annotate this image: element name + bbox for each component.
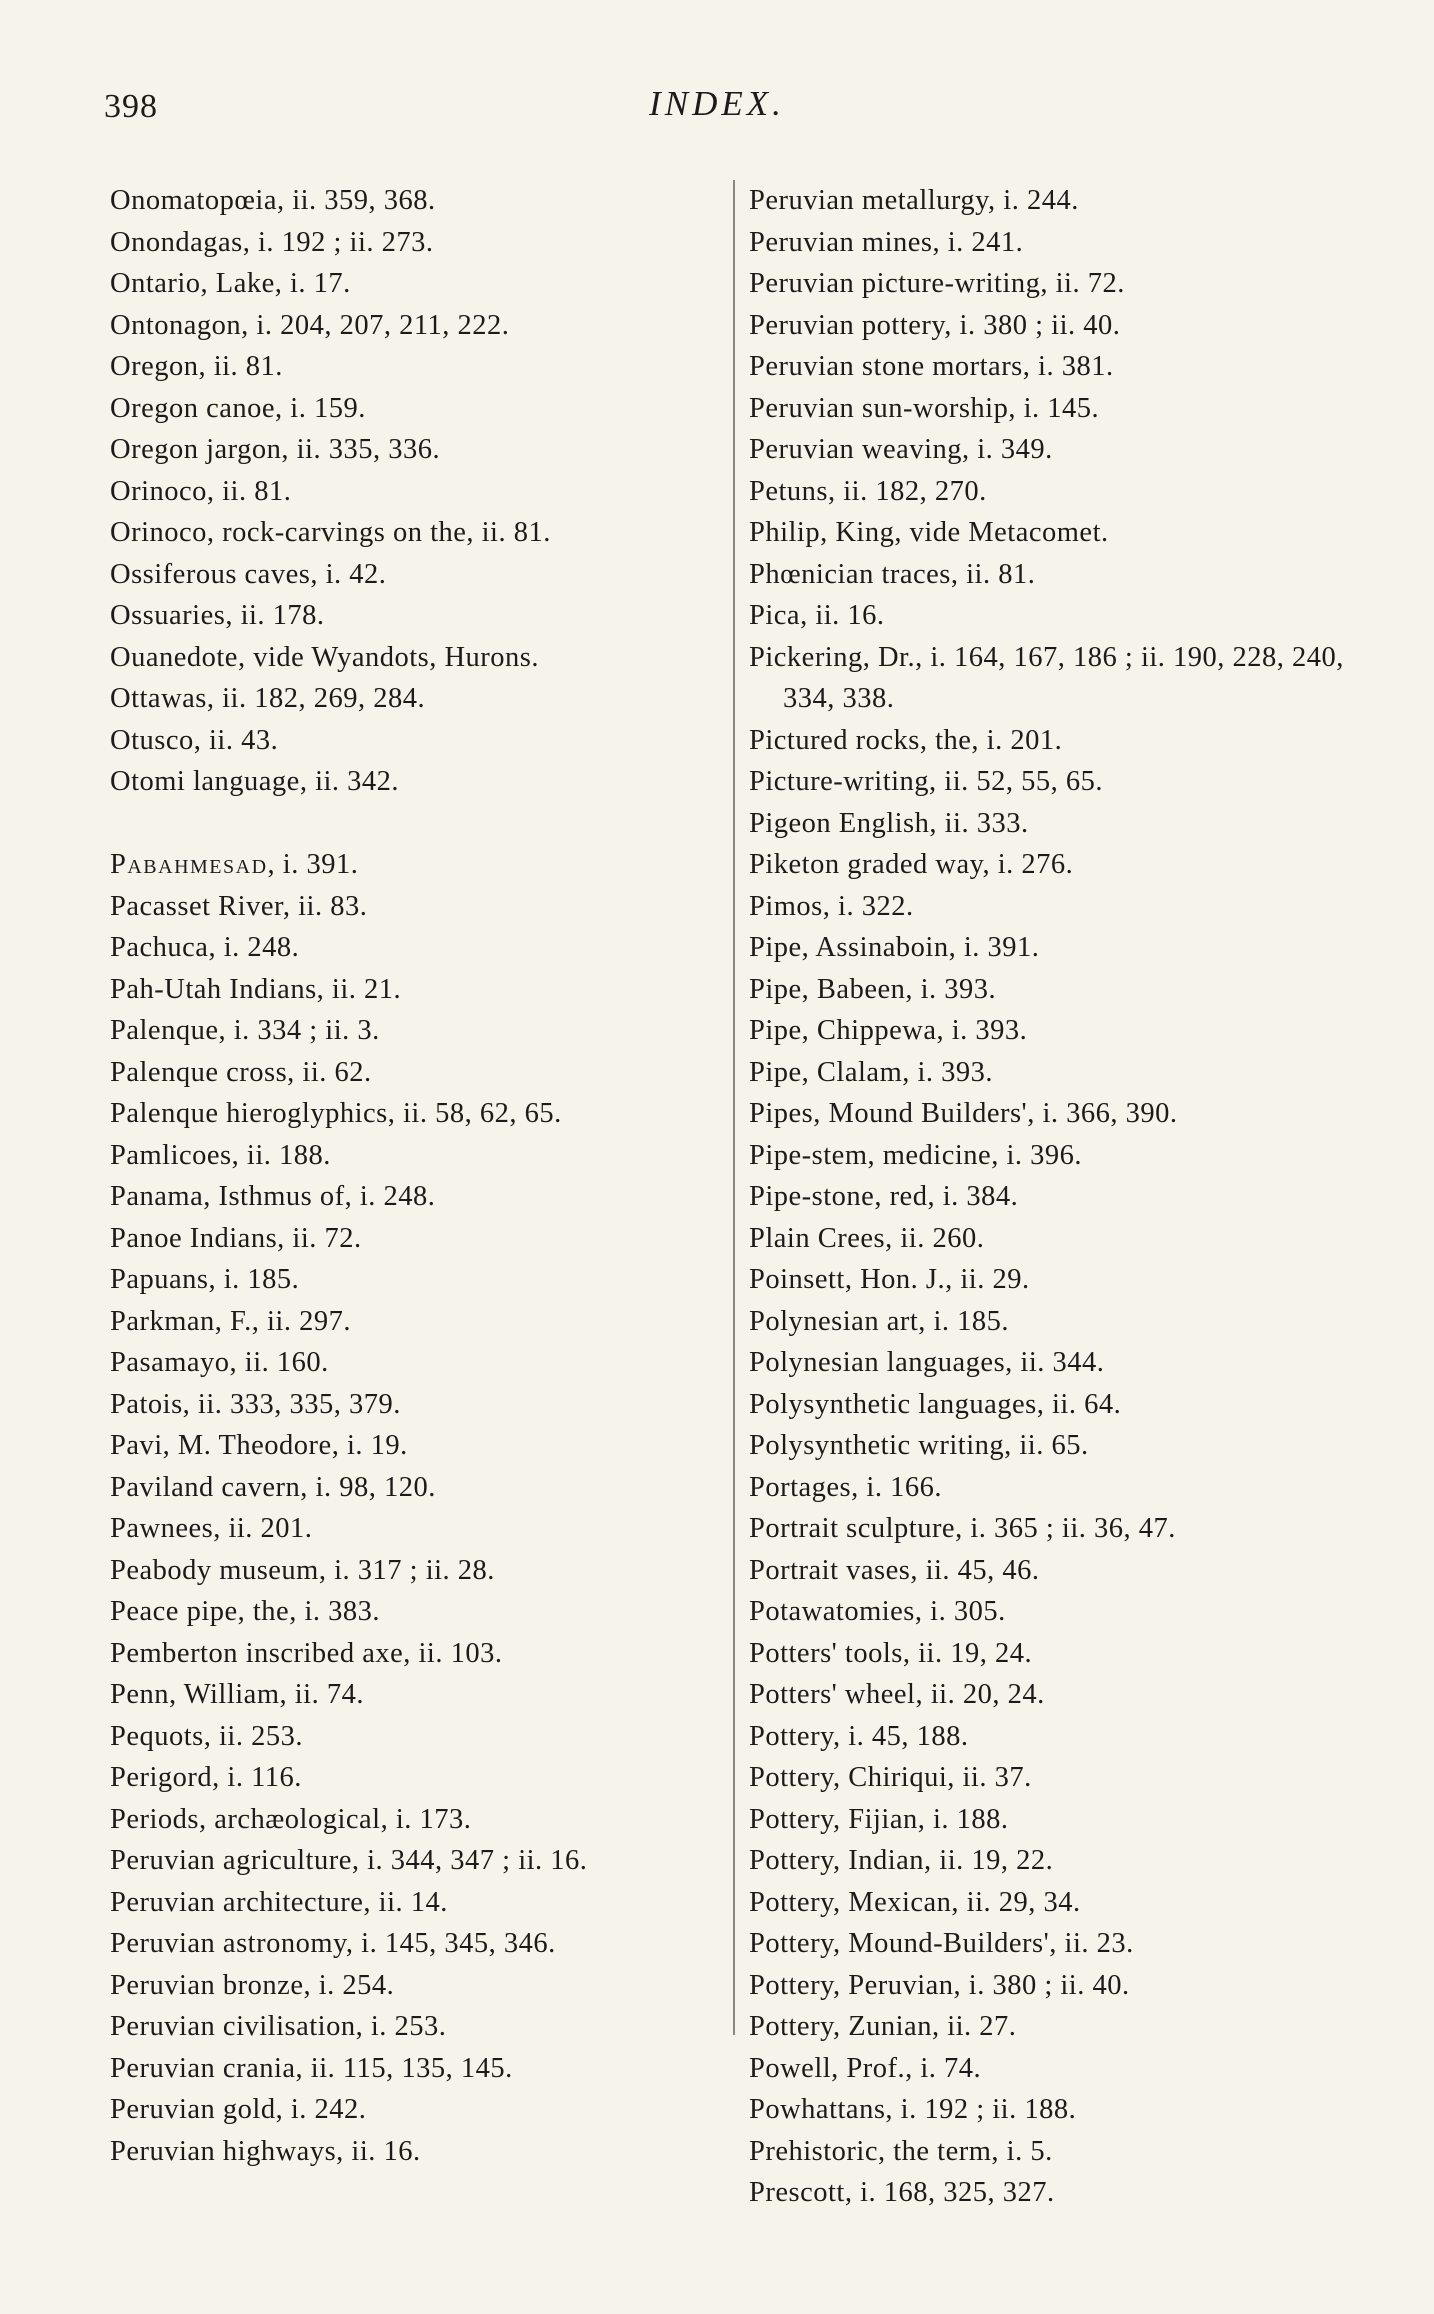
index-entry: Otomi language, ii. 342.: [110, 766, 400, 797]
index-entry: Pipe, Babeen, i. 393.: [749, 973, 997, 1005]
index-entry: Peruvian metallurgy, i. 244.: [749, 185, 1079, 216]
index-entry: Potters' tools, ii. 19, 24.: [749, 1637, 1033, 1669]
index-entry: Pipe, Chippewa, i. 393.: [749, 1015, 1028, 1046]
index-entry: Peruvian agriculture, i. 344, 347 ; ii. 16.: [110, 1845, 588, 1876]
index-entry: Peabody museum, i. 317 ; ii. 28.: [110, 1554, 495, 1586]
index-entry: Pigeon English, ii. 333.: [749, 807, 1029, 839]
index-entry: Pica, ii. 16.: [749, 600, 885, 631]
index-entry: Papuans, i. 185.: [110, 1264, 300, 1295]
index-entry: Petuns, ii. 182, 270.: [749, 475, 987, 507]
index-entry: Polynesian languages, ii. 344.: [749, 1347, 1105, 1378]
index-entry: Pottery, Mexican, ii. 29, 34.: [749, 1886, 1081, 1918]
column-divider: [733, 180, 735, 2035]
index-entry: Penn, William, ii. 74.: [110, 1679, 364, 1710]
index-entry: Pipes, Mound Builders', i. 366, 390.: [749, 1098, 1178, 1129]
index-entry: Phœnician traces, ii. 81.: [749, 558, 1036, 590]
index-group-p: [110, 886, 720, 2173]
index-entry: Palenque, i. 334 ; ii. 3.: [110, 1015, 380, 1046]
index-entry: Orinoco, ii. 81.: [110, 475, 292, 507]
index-entry: Pavi, M. Theodore, i. 19.: [110, 1430, 408, 1461]
index-entry: Otusco, ii. 43.: [110, 724, 279, 756]
index-entry: Peruvian sun-worship, i. 145.: [749, 392, 1100, 424]
index-entry: Picture-writing, ii. 52, 55, 65.: [749, 766, 1104, 797]
index-entry: Peruvian civilisation, i. 253.: [110, 2011, 447, 2042]
index-entry: Prescott, i. 168, 325, 327.: [749, 2177, 1055, 2208]
index-entry: Ossiferous caves, i. 42.: [110, 558, 387, 590]
index-entry: Potawatomies, i. 305.: [749, 1596, 1006, 1627]
index-entry: Poinsett, Hon. J., ii. 29.: [749, 1264, 1030, 1295]
index-entry: Ottawas, ii. 182, 269, 284.: [110, 683, 426, 714]
index-entry: Onomatopœia, ii. 359, 368.: [110, 185, 436, 216]
index-entry: Parkman, F., ii. 297.: [110, 1305, 351, 1337]
index-entry: Powhattans, i. 192 ; ii. 188.: [749, 2094, 1077, 2125]
index-entry: Peruvian highways, ii. 16.: [110, 2135, 421, 2167]
index-entry: Pottery, Indian, ii. 19, 22.: [749, 1845, 1054, 1876]
index-entry: Pottery, Fijian, i. 188.: [749, 1803, 1009, 1835]
index-entry: Peace pipe, the, i. 383.: [110, 1596, 381, 1627]
index-entry: Ontario, Lake, i. 17.: [110, 268, 351, 299]
index-entry: Orinoco, rock-carvings on the, ii. 81.: [110, 517, 551, 548]
index-entry: Pasamayo, ii. 160.: [110, 1347, 329, 1378]
index-entry: Pawnees, ii. 201.: [110, 1513, 313, 1544]
index-entry: Peruvian weaving, i. 349.: [749, 434, 1053, 465]
index-entry: Peruvian gold, i. 242.: [110, 2094, 367, 2125]
index-entry: Powell, Prof., i. 74.: [749, 2052, 982, 2084]
index-entry: Palenque cross, ii. 62.: [110, 1056, 372, 1088]
index-column-left: [110, 180, 720, 2172]
index-entry: Pamlicoes, ii. 188.: [110, 1139, 331, 1171]
running-head: INDEX.: [649, 84, 785, 123]
index-entry: Pipe-stem, medicine, i. 396.: [749, 1139, 1082, 1171]
index-entry: Pipe, Assinaboin, i. 391.: [749, 932, 1040, 963]
index-entry: Polysynthetic languages, ii. 64.: [749, 1388, 1122, 1420]
index-entry: Periods, archæological, i. 173.: [110, 1803, 472, 1835]
index-entry: Peruvian stone mortars, i. 381.: [749, 351, 1114, 382]
index-entry: Pottery, i. 45, 188.: [749, 1720, 969, 1752]
index-entry: Pah-Utah Indians, ii. 21.: [110, 973, 402, 1005]
index-entry: Pottery, Mound-Builders', ii. 23.: [749, 1928, 1134, 1959]
index-entry: Pachuca, i. 248.: [110, 932, 300, 963]
index-entry: Peruvian pottery, i. 380 ; ii. 40.: [749, 309, 1121, 341]
index-entry: Piketon graded way, i. 276.: [749, 849, 1074, 880]
index-entry: Pipe, Clalam, i. 393.: [749, 1056, 994, 1088]
index-entry: Peruvian astronomy, i. 145, 345, 346.: [110, 1928, 556, 1959]
group-spacer: [110, 803, 720, 845]
index-entry: Pequots, ii. 253.: [110, 1720, 303, 1752]
index-entry: Polynesian art, i. 185.: [749, 1305, 1010, 1337]
index-entry: Potters' wheel, ii. 20, 24.: [749, 1679, 1045, 1710]
entry-headword-smallcaps: Pabahmesad: [110, 849, 268, 880]
index-entry: Palenque hieroglyphics, ii. 58, 62, 65.: [110, 1098, 562, 1129]
index-entry: Onondagas, i. 192 ; ii. 273.: [110, 226, 434, 258]
index-entry: Pimos, i. 322.: [749, 890, 914, 922]
index-entry: Panoe Indians, ii. 72.: [110, 1222, 362, 1254]
index-entry: Philip, King, vide Metacomet.: [749, 517, 1109, 548]
index-entry: Pemberton inscribed axe, ii. 103.: [110, 1637, 503, 1669]
index-entry: Oregon jargon, ii. 335, 336.: [110, 434, 441, 465]
index-entry: Ontonagon, i. 204, 207, 211, 222.: [110, 309, 510, 341]
index-entry: Peruvian mines, i. 241.: [749, 226, 1024, 258]
index-entry: Pickering, Dr., i. 164, 167, 186 ; ii. 190, 228, 240, 334, 338.: [749, 641, 1344, 714]
index-entry: Peruvian crania, ii. 115, 135, 145.: [110, 2052, 513, 2084]
index-entry: Oregon, ii. 81.: [110, 351, 283, 382]
index-entry: Patois, ii. 333, 335, 379.: [110, 1388, 401, 1420]
index-entry: Pottery, Peruvian, i. 380 ; ii. 40.: [749, 1969, 1130, 2001]
index-entry: Peruvian bronze, i. 254.: [110, 1969, 395, 2001]
index-entry: Ossuaries, ii. 178.: [110, 600, 325, 631]
index-entry: Portrait sculpture, i. 365 ; ii. 36, 47.: [749, 1513, 1176, 1544]
index-entry: Pipe-stone, red, i. 384.: [749, 1181, 1019, 1212]
index-entry: Ouanedote, vide Wyandots, Hurons.: [110, 641, 540, 673]
index-entry: Pictured rocks, the, i. 201.: [749, 724, 1063, 756]
index-group-p-continued: [749, 180, 1389, 2214]
index-entry: Pottery, Zunian, ii. 27.: [749, 2011, 1017, 2042]
index-entry: Perigord, i. 116.: [110, 1762, 302, 1793]
index-entry: Peruvian picture-writing, ii. 72.: [749, 268, 1125, 299]
entry-locator: , i. 391.: [267, 849, 359, 880]
index-entry: Portages, i. 166.: [749, 1471, 942, 1503]
index-entry: Plain Crees, ii. 260.: [749, 1222, 985, 1254]
index-column-right: [749, 180, 1389, 2214]
index-entry: Oregon canoe, i. 159.: [110, 392, 366, 424]
page-number: 398: [104, 88, 158, 125]
index-entry: Pottery, Chiriqui, ii. 37.: [749, 1762, 1032, 1793]
index-entry: [110, 844, 720, 886]
index-entry: Panama, Isthmus of, i. 248.: [110, 1181, 436, 1212]
index-entry: Peruvian architecture, ii. 14.: [110, 1886, 448, 1918]
index-entry: Portrait vases, ii. 45, 46.: [749, 1554, 1040, 1586]
index-group-o: [110, 180, 720, 803]
index-entry: Prehistoric, the term, i. 5.: [749, 2135, 1053, 2167]
index-entry: Polysynthetic writing, ii. 65.: [749, 1430, 1089, 1461]
index-entry: Pacasset River, ii. 83.: [110, 890, 368, 922]
index-entry: Paviland cavern, i. 98, 120.: [110, 1471, 436, 1503]
